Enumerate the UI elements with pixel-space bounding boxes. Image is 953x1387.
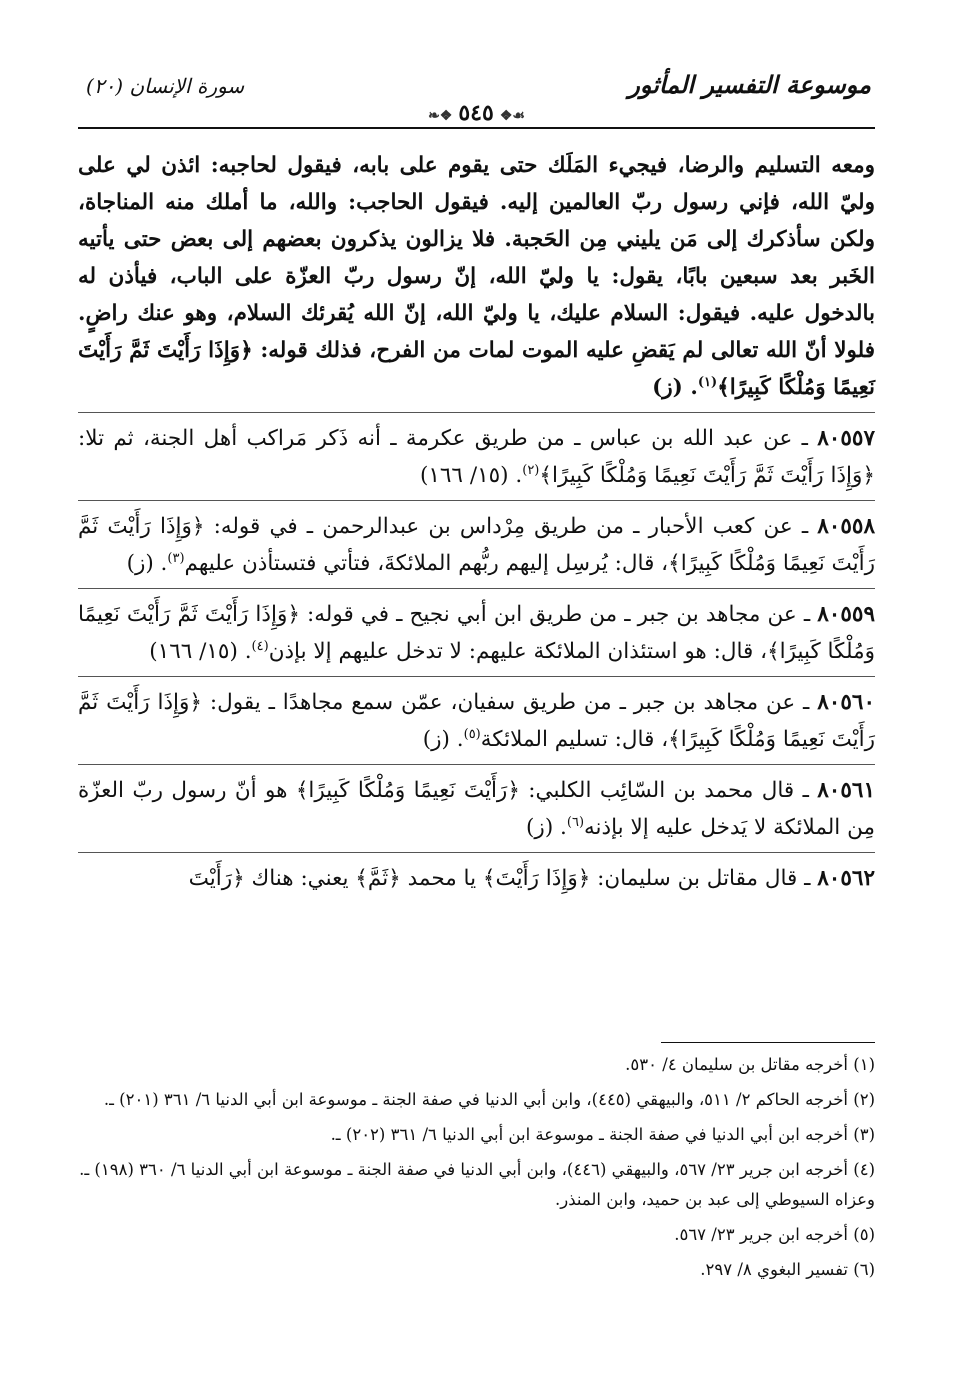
- footnote-ref: (١): [697, 374, 718, 390]
- running-header-surah: سورة الإنسان (٢٠): [86, 74, 245, 98]
- entry-paragraph: ٨٠٥٥٧ ـ عن عبد الله بن عباس ـ من طريق عكرمة ـ أنه ذَكر مَراكب أهل الجنة، ثم تلا: ﴿وَإِذَا رَأَيْتَ ثَمَّ رَأَيْتَ نَعِيمًا وَمُلْكًا كَبِيرًا﴾$^{(٢)}$. (١٥/ ١٦٦): [78, 426, 875, 488]
- footnote: (٣) أخرجه ابن أبي الدنيا في صفة الجنة ـ موسوعة ابن أبي الدنيا ٦/ ٣٦١ (٢٠٢) ـ.: [330, 1125, 875, 1144]
- footnote-ref: (٦): [566, 814, 585, 830]
- intro-paragraph: ومعه التسليم والرضا، فيجيء المَلَك حتى يقوم على بابه، فيقول لحاجبه: ائذن لي على وليّ الله، فإني رسول ربّ العالمين إليه. فيقول الحاجب: والله، ما أملك منه المناجاة، ولكن سأذكرك إلى مَن يليني مِن الحَجبة. فلا يزالون يذكرون بعضهم إلى بعض حتى يأتيه الخَبر بعد سبعين بابًا، يقول: يا وليّ الله، إنّ رسول ربّ العزّة على الباب، فيأذن له بالدخول عليه. فيقول: السلام عليك، يا وليّ الله، إنّ الله يُقرئك السلام، وهو عنك راضٍ. فلولا أنّ الله تعالى لم يَقضِ عليه الموت لمات من الفرح، فذلك قوله: ﴿وَإِذَا رَأَيْتَ ثَمَّ رَأَيْتَ نَعِيمًا وَمُلْكًا كَبِيرًا﴾$^{(١)}$. (ز): [78, 153, 875, 400]
- page-number: ❧❖ ٥٤٥ ❖☙: [428, 100, 525, 126]
- entry-divider: [78, 588, 875, 589]
- main-text: [78, 147, 875, 897]
- footnote: (٦) تفسير البغوي ٨/ ٢٩٧.: [700, 1260, 875, 1279]
- entry-number: ٨٠٥٦٢: [817, 866, 875, 891]
- running-header-book-title: موسوعة التفسير المأثور: [628, 70, 871, 99]
- footnotes-rule: [661, 1042, 875, 1043]
- entry-number: ٨٠٥٦٠: [817, 690, 875, 715]
- ornament-left-icon: ❧❖: [428, 108, 453, 124]
- ornament-right-icon: ❖☙: [499, 108, 525, 124]
- entry-number: ٨٠٥٦١: [817, 778, 875, 803]
- footnotes: [78, 1050, 875, 1290]
- footnote: (٢) أخرجه الحاكم ٢/ ٥١١، والبيهقي (٤٤٥)، وابن أبي الدنيا في صفة الجنة ـ موسوعة ابن أبي الدنيا ٦/ ٣٦١ (٢٠١) ـ.: [103, 1090, 875, 1109]
- entry-divider: [78, 676, 875, 677]
- entry-divider: [78, 412, 875, 413]
- entry-paragraph: ٨٠٥٦٠ ـ عن مجاهد بن جبر ـ من طريق سفيان، عمّن سمع مجاهدًا ـ يقول: ﴿وَإِذَا رَأَيْتَ ثَمَّ رَأَيْتَ نَعِيمًا وَمُلْكًا كَبِيرًا﴾، قال: تسليم الملائكة$^{(٥)}$. (ز): [78, 690, 875, 752]
- footnote-ref: (٢): [522, 462, 540, 478]
- entry-number: ٨٠٥٥٩: [817, 602, 875, 627]
- entry-paragraph: ٨٠٥٥٩ ـ عن مجاهد بن جبر ـ من طريق ابن أبي نجيح ـ في قوله: ﴿وَإِذَا رَأَيْتَ ثَمَّ رَأَيْتَ نَعِيمًا وَمُلْكًا كَبِيرًا﴾، قال: هو استئذان الملائكة عليهم: لا تدخل عليهم إلا بإذن$^{(٤)}$. (١٥/ ١٦٦): [78, 602, 875, 664]
- entry-number: ٨٠٥٥٨: [817, 514, 875, 539]
- entry-paragraph: ٨٠٥٦٢ ـ قال مقاتل بن سليمان: ﴿وَإِذَا رَأَيْتَ﴾ يا محمد ﴿ثَمَّ﴾ يعني: هناك ﴿رَأَيْتَ: [188, 866, 875, 891]
- entry-number: ٨٠٥٥٧: [817, 426, 875, 451]
- entry-divider: [78, 852, 875, 853]
- footnote-ref: (٣): [167, 550, 185, 566]
- footnote-ref: (٥): [463, 726, 481, 742]
- footnote: (١) أخرجه مقاتل بن سليمان ٤/ ٥٣٠.: [625, 1055, 875, 1074]
- entry-paragraph: ٨٠٥٦١ ـ قال محمد بن السّائِب الكلبي: ﴿رَأَيْتَ نَعِيمًا وَمُلْكًا كَبِيرًا﴾ هو أنّ رسول ربّ العزّة مِن الملائكة لا يَدخل عليه إلا بإذنه$^{(٦)}$. (ز): [78, 778, 875, 840]
- entry-paragraph: ٨٠٥٥٨ ـ عن كعب الأحبار ـ من طريق مِرْداس بن عبدالرحمن ـ في قوله: ﴿وَإِذَا رَأَيْتَ ثَمَّ رَأَيْتَ نَعِيمًا وَمُلْكًا كَبِيرًا﴾، قال: يُرسِل إليهم ربُّهم الملائكةَ، فتأتي فتستأذن عليهم$^{(٣)}$. (ز): [78, 514, 875, 576]
- entry-divider: [78, 764, 875, 765]
- footnote: (٤) أخرجه ابن جرير ٢٣/ ٥٦٧، والبيهقي (٤٤٦)، وابن أبي الدنيا في صفة الجنة ـ موسوعة ابن أبي الدنيا ٦/ ٣٦٠ (١٩٨) ـ. وعزاه السيوطي إلى عبد بن حميد، وابن المنذر.: [79, 1160, 875, 1209]
- footnote-ref: (٤): [251, 638, 269, 654]
- entry-divider: [78, 500, 875, 501]
- footnote: (٥) أخرجه ابن جرير ٢٣/ ٥٦٧.: [674, 1225, 875, 1244]
- header-rule: [78, 127, 875, 129]
